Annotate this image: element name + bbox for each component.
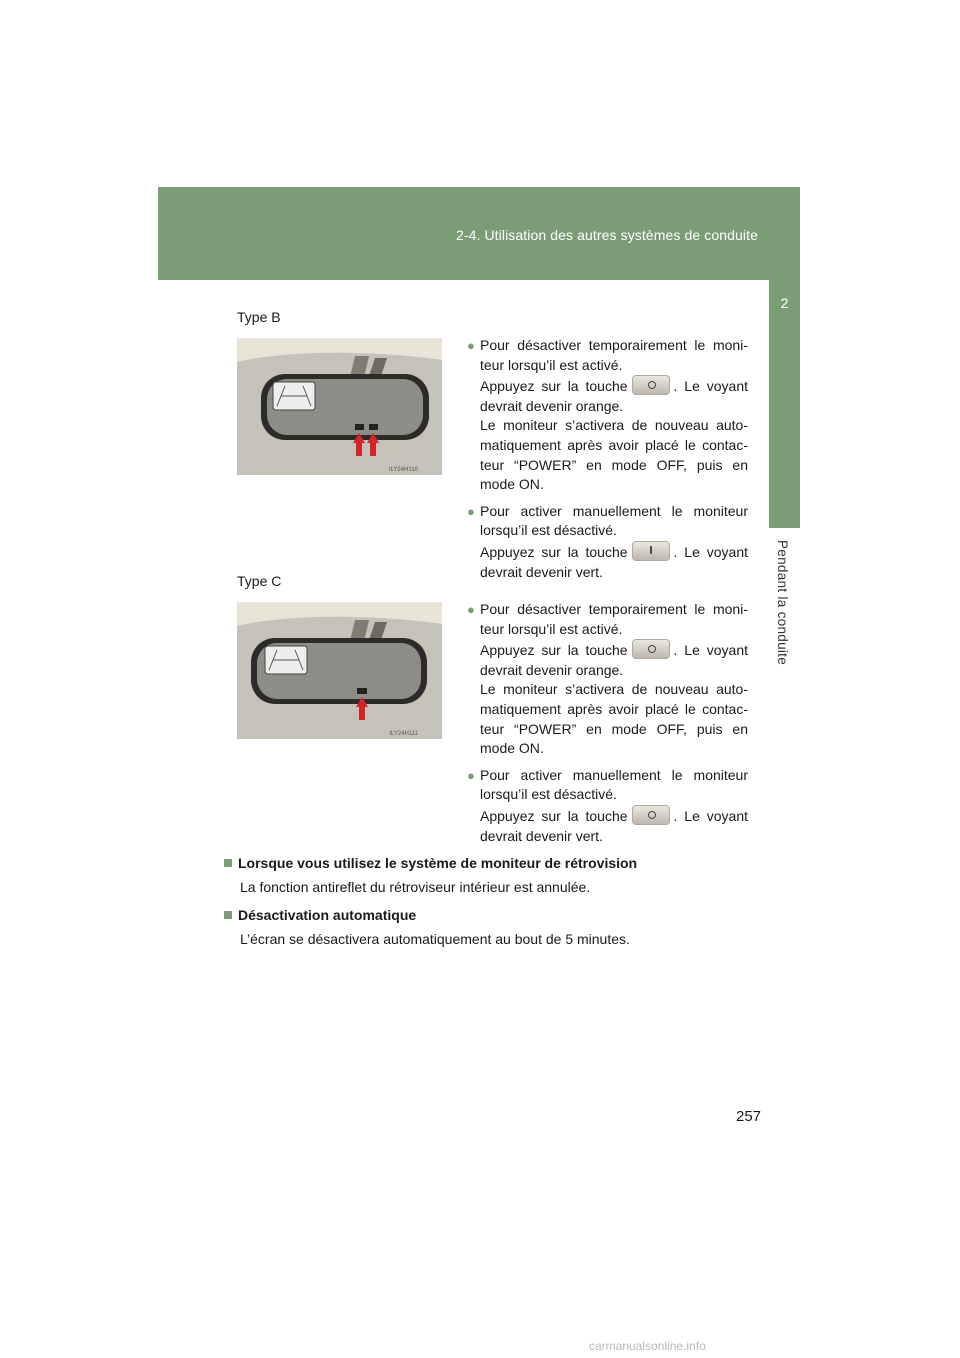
power-button-icon xyxy=(632,639,670,659)
note-body: L’écran se désactivera automatiquement au bout de 5 minutes. xyxy=(240,931,630,947)
type-c-label: Type C xyxy=(237,573,282,589)
bullet-icon: ● xyxy=(467,338,475,353)
watermark: carmanualsonline.info xyxy=(589,1339,706,1353)
figure-code: ILY24H110 xyxy=(388,467,418,473)
bullet-icon: ● xyxy=(467,767,475,783)
type-b-label: Type B xyxy=(237,309,281,325)
note-heading: Lorsque vous utilisez le système de moniteur de rétrovision xyxy=(238,855,638,871)
power-button-icon xyxy=(632,375,670,395)
bullet-icon: ● xyxy=(467,503,475,519)
section-title: 2-4. Utilisation des autres systèmes de conduite xyxy=(455,227,758,243)
chapter-label: Pendant la conduite xyxy=(775,540,790,666)
note-heading: Désactivation automatique xyxy=(238,907,417,923)
note-auto-deactivation xyxy=(224,907,784,947)
list-item: ● Pour activer manuellement le moniteur lorsqu’il est désactivé. Appuyez sur la touche . Le voyant devrait devenir vert. xyxy=(467,766,748,844)
power-button-icon xyxy=(632,541,670,561)
note-rear-view-monitor xyxy=(224,855,784,895)
figure-code: ILY24H111 xyxy=(389,731,418,737)
type-b-mirror-figure xyxy=(237,338,442,475)
list-item: ● Pour activer manuellement le moniteur lorsqu’il est désactivé. Appuyez sur la touche . Le voyant devrait devenir vert. xyxy=(467,502,748,580)
square-bullet-icon xyxy=(224,911,232,919)
type-c-mirror-figure xyxy=(237,602,442,739)
type-c-instructions xyxy=(467,600,748,853)
type-b-instructions xyxy=(467,336,748,589)
page-number: 257 xyxy=(736,1108,762,1125)
note-body: La fonction antireflet du rétroviseur intérieur est annulée. xyxy=(240,879,591,895)
section-header xyxy=(158,187,800,280)
square-bullet-icon xyxy=(224,859,232,867)
list-item: ● Pour désactiver temporairement le moni-teur lorsqu’il est activé. Appuyez sur la touche . Le voyant devrait devenir orange. Le moniteur s’activera de nouveau auto-matiquement après avoir placé le contac-teur “POWER” en mode OFF, puis en mode ON. xyxy=(467,337,748,493)
power-button-icon xyxy=(632,805,670,825)
bullet-icon: ● xyxy=(467,602,475,617)
chapter-tab xyxy=(769,280,800,528)
list-item: ● Pour désactiver temporairement le moni-teur lorsqu’il est activé. Appuyez sur la touche . Le voyant devrait devenir orange. Le moniteur s’activera de nouveau auto-matiquement après avoir placé le contac-teur “POWER” en mode OFF, puis en mode ON. xyxy=(467,601,748,757)
chapter-number: 2 xyxy=(780,295,789,311)
